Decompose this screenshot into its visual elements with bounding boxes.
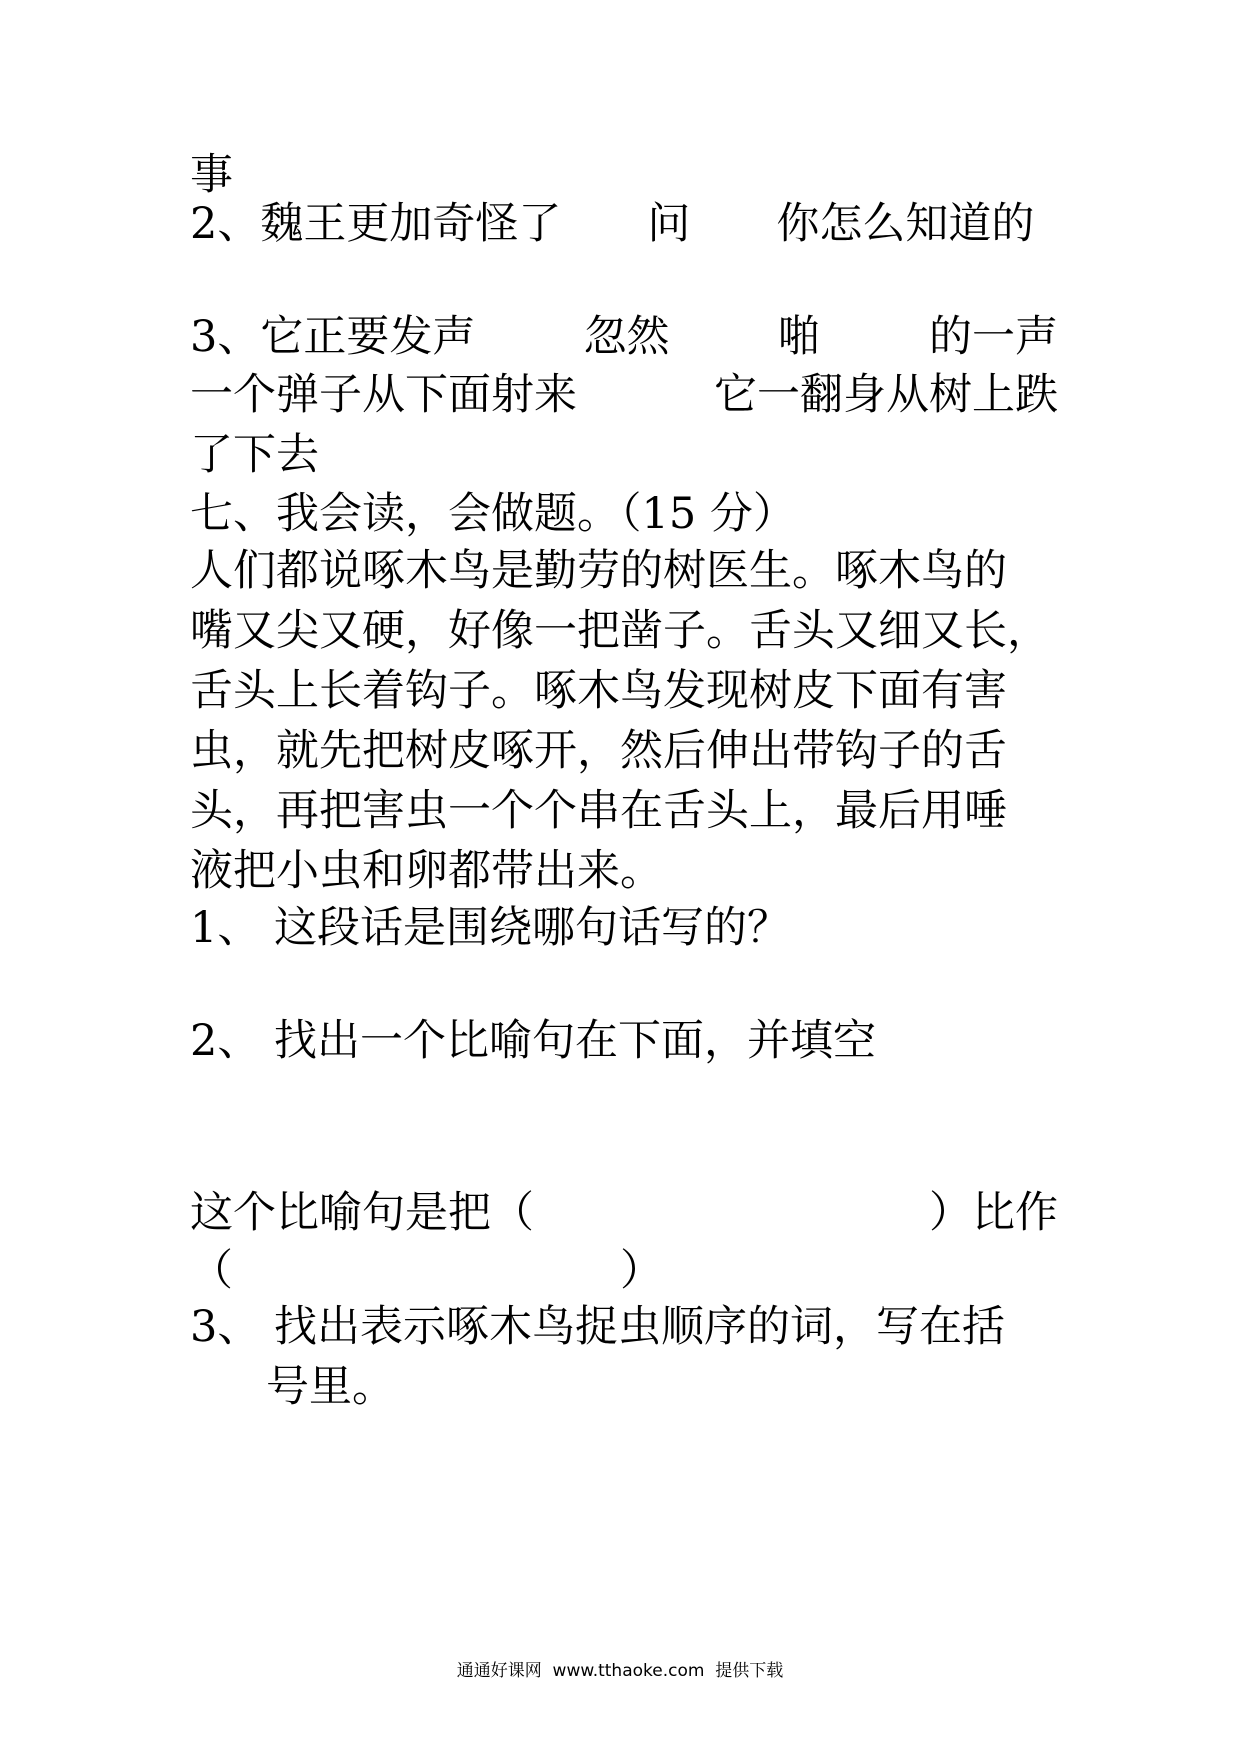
fill-blank-line1 xyxy=(190,1183,1058,1243)
text-segment: 啪 xyxy=(777,312,821,362)
fill-blank-line2: （ ） xyxy=(190,1246,663,1296)
question-6-3-line2 xyxy=(190,365,1058,425)
text-segment: 这个比喻句是把（ xyxy=(190,1188,534,1238)
passage-line: 头，再把害虫一个个串在舌头上，最后用唾 xyxy=(190,786,1007,836)
question-7-3-cont: 号里。 xyxy=(266,1362,395,1412)
passage-line: 人们都说啄木鸟是勤劳的树医生。啄木鸟的 xyxy=(190,546,1007,596)
text-segment: ）比作 xyxy=(929,1188,1058,1238)
text-segment: 的一声 xyxy=(928,312,1058,362)
question-7-2: 2、 找出一个比喻句在下面，并填空 xyxy=(190,1016,877,1066)
text-line: 事 xyxy=(190,150,233,200)
text-segment: 它一翻身从树上跌 xyxy=(714,370,1058,420)
text-segment: 一个弹子从下面射来 xyxy=(190,370,577,420)
passage-line: 虫，就先把树皮啄开，然后伸出带钩子的舌 xyxy=(190,726,1007,776)
question-6-2: 2、魏王更加奇怪了 问 你怎么知道的 xyxy=(190,199,1035,249)
passage-line: 液把小虫和卵都带出来。 xyxy=(190,846,663,896)
page-footer: 通通好课网 www.tthaoke.com 提供下载 xyxy=(456,1661,784,1681)
question-6-3-line1 xyxy=(190,307,1058,367)
question-7-1: 1、 这段话是围绕哪句话写的？ xyxy=(190,903,791,953)
question-6-3-line3: 了下去 xyxy=(190,430,319,480)
text-segment: 忽然 xyxy=(583,312,670,362)
section-7-heading: 七、我会读，会做题。（15 分） xyxy=(190,489,796,539)
text-segment: 3、它正要发声 xyxy=(190,312,476,362)
question-7-3: 3、 找出表示啄木鸟捉虫顺序的词，写在括 xyxy=(190,1302,1006,1352)
passage-line: 嘴又尖又硬，好像一把凿子。舌头又细又长， xyxy=(190,606,1050,656)
passage-line: 舌头上长着钩子。啄木鸟发现树皮下面有害 xyxy=(190,666,1007,716)
